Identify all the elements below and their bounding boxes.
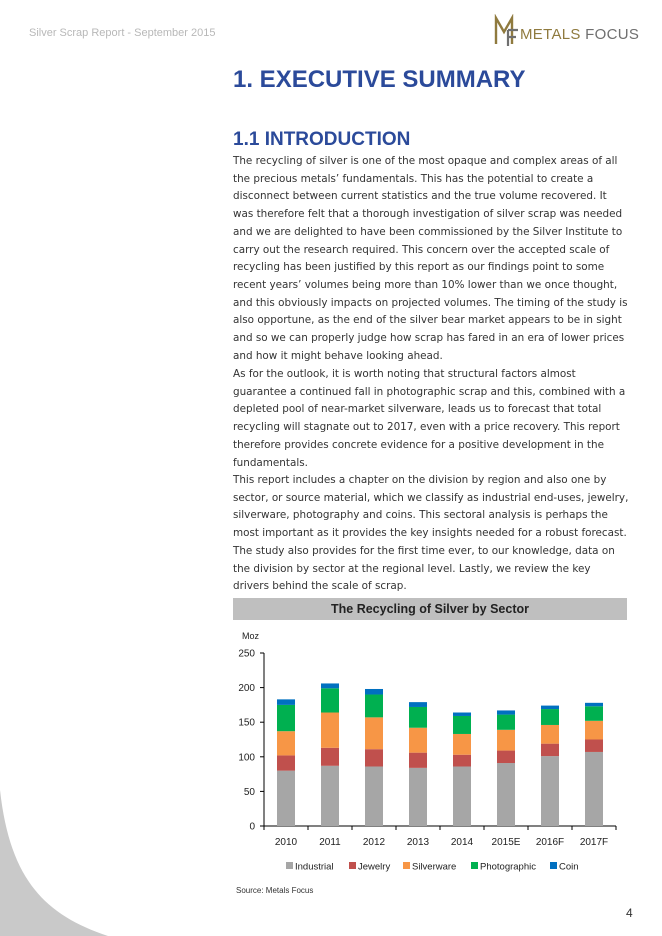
legend-swatch-silverware [403,862,410,869]
y-tick-label: 200 [238,683,255,695]
x-tick-label: 2010 [274,837,298,848]
bar-silverware-2012 [365,717,383,749]
bar-photographic-2017f [585,706,603,721]
bar-industrial-2013 [409,768,427,826]
bar-jewelry-2010 [277,755,295,770]
legend-label-jewelry: Jewelry [358,861,391,873]
bar-silverware-2010 [277,731,295,755]
bar-industrial-2015e [497,763,515,826]
metals-focus-logo [494,14,640,48]
source-note: Source: Metals Focus [236,886,314,895]
bar-silverware-2017f [585,721,603,740]
legend-label-silverware: Silverware [412,861,457,873]
x-tick-label: 2015E [491,837,521,848]
bar-photographic-2010 [277,705,295,731]
x-tick-label: 2012 [362,837,386,848]
bar-industrial-2014 [453,766,471,826]
bar-photographic-2016f [541,709,559,725]
report-title: Silver Scrap Report - September 2015 [29,27,216,39]
bar-industrial-2017f [585,752,603,826]
bar-jewelry-2015e [497,751,515,763]
x-tick-label: 2017F [579,837,609,848]
bar-coin-2012 [365,689,383,695]
bar-jewelry-2016f [541,744,559,756]
paragraph-2: As for the outlook, it is worth noting that structural factors almost guarantee a continued fall in photographic scrap and this, combined with a depleted pool of near-market silverware, leads us to forecast that total recycling will stagnate out to 2017, even with a price recovery. This report therefore provides concrete evidence for a positive development in the fundamentals. [233,368,626,469]
bar-silverware-2016f [541,725,559,744]
legend-label-photographic: Photographic [480,861,536,873]
paragraph-1: The recycling of silver is one of the most opaque and complex areas of all the precious metals’ fundamentals. This has the potential to create a disconnect between current statistics and the true volume recovered. It was therefore felt that a thorough investigation of silver scrap was needed and we are delighted to have been commissioned by the Silver Institute to carry out the research required. This concern over the accepted scale of recycling has been justified by this report as our findings point to some recent years’ volumes being more than 10% lower than we once thought, and this obviously impacts on projected volumes. The timing of the study is also opportune, as the end of the silver bear market appears to be in sight and so we can properly judge how scrap has fared in an era of lower prices and how it might behave looking ahead. [233,155,628,362]
legend-swatch-industrial [286,862,293,869]
bar-jewelry-2017f [585,740,603,752]
bar-photographic-2015e [497,715,515,730]
y-axis-label: Moz [242,631,260,641]
paragraph-3: This report includes a chapter on the division by region and also one by sector, or source material, which we classify as industrial end-uses, jewelry, silverware, photography and coins. This sectoral analysis is perhaps the most important as it provides the key insights needed for a robust forecast. The study also provides for the first time ever, to our knowledge, data on the division by sector at the regional level. Lastly, we review the key drivers behind the scale of scrap. [233,474,629,593]
legend-swatch-photographic [471,862,478,869]
legend-label-industrial: Industrial [295,861,334,873]
bar-jewelry-2011 [321,748,339,766]
bar-silverware-2014 [453,734,471,755]
bar-silverware-2013 [409,728,427,753]
recycling-by-sector-chart [233,622,633,880]
x-tick-label: 2013 [406,837,430,848]
x-tick-label: 2011 [319,837,341,848]
bar-jewelry-2014 [453,755,471,767]
section-subtitle: 1.1 INTRODUCTION [233,129,411,150]
bar-industrial-2010 [277,771,295,826]
logo-word-focus: FOCUS [585,26,640,43]
bar-jewelry-2012 [365,749,383,766]
bar-photographic-2014 [453,716,471,734]
legend-swatch-coin [550,862,557,869]
bar-coin-2011 [321,683,339,688]
y-tick-label: 100 [238,752,255,764]
bar-silverware-2011 [321,713,339,748]
y-tick-label: 250 [238,648,255,660]
bar-coin-2017f [585,703,603,706]
bar-coin-2015e [497,710,515,714]
x-tick-label: 2016F [535,837,565,848]
bar-coin-2013 [409,702,427,707]
y-tick-label: 150 [238,717,255,729]
bar-industrial-2012 [365,766,383,826]
chart-title: The Recycling of Silver by Sector [233,598,627,620]
bar-photographic-2012 [365,695,383,718]
bar-photographic-2011 [321,688,339,712]
y-tick-label: 0 [249,821,255,833]
x-tick-label: 2014 [450,837,474,848]
bar-photographic-2013 [409,707,427,728]
y-tick-label: 50 [243,786,255,798]
bar-industrial-2011 [321,766,339,826]
bar-coin-2016f [541,706,559,709]
section-title: 1. EXECUTIVE SUMMARY [233,66,526,93]
bar-coin-2014 [453,713,471,716]
bar-silverware-2015e [497,730,515,751]
bar-coin-2010 [277,699,295,705]
bar-jewelry-2013 [409,753,427,768]
page-number: 4 [626,906,633,920]
legend-swatch-jewelry [349,862,356,869]
legend-label-coin: Coin [559,861,579,873]
logo-word-metals: METALS [520,26,581,43]
bar-industrial-2016f [541,756,559,826]
